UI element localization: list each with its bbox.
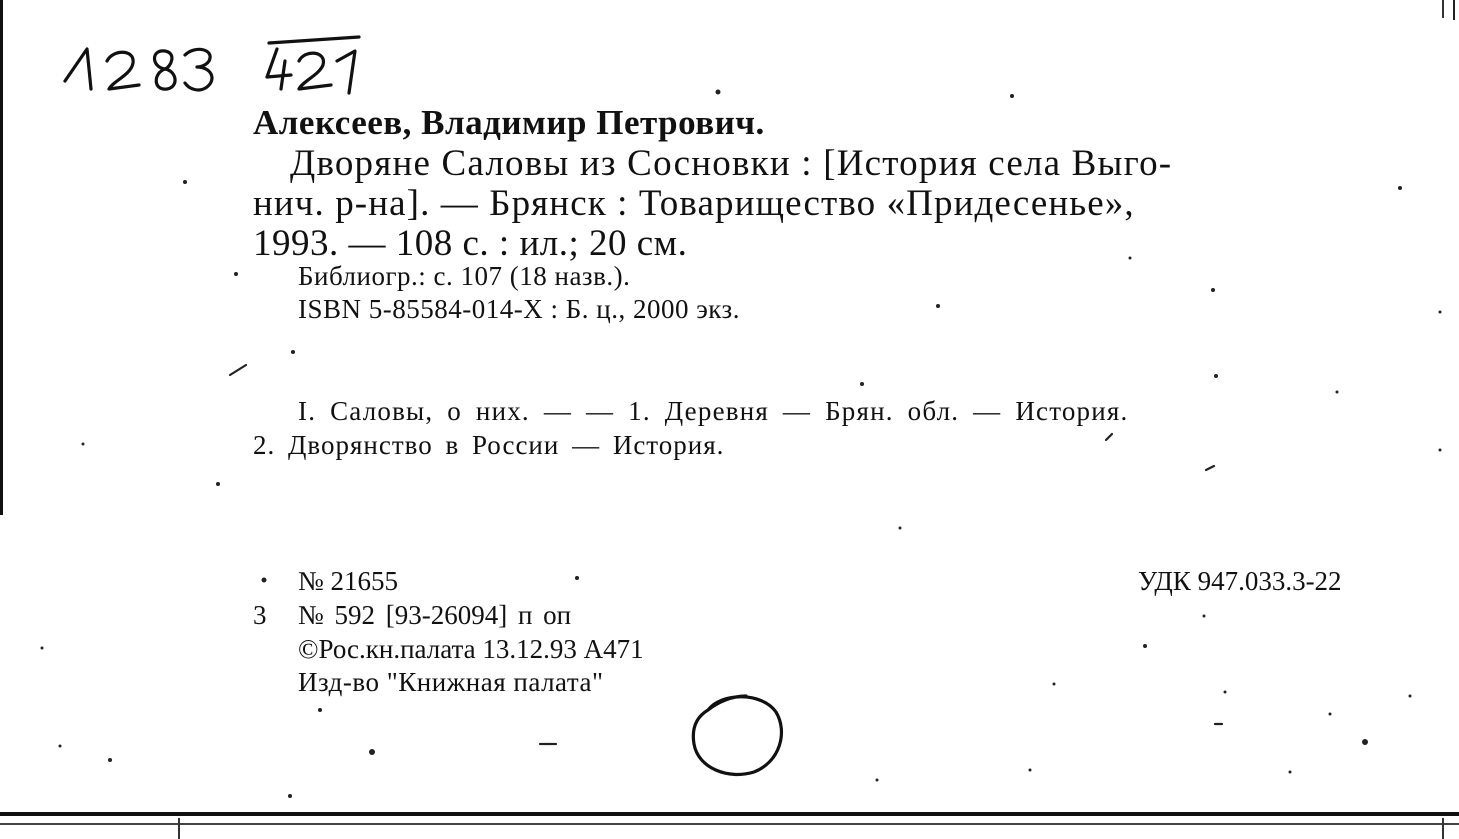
- card-subject-headings: 2. Дворянство в России — История.: [253, 430, 725, 460]
- card-publisher: Изд-во "Книжная палата": [298, 667, 604, 697]
- card-isbn-note: ISBN 5-85584-014-X : Б. ц., 2000 экз.: [298, 294, 740, 324]
- card-book-chamber: ©Рос.кн.палата 13.12.93 А471: [298, 634, 644, 664]
- card-udk-code: УДК 947.033.3-22: [1138, 566, 1342, 596]
- card-copies-count: 3: [253, 600, 267, 630]
- card-author: Алексеев, Владимир Петрович.: [253, 103, 765, 142]
- card-record-number: № 21655: [298, 566, 399, 596]
- card-title-line: 1993. — 108 с. : ил.; 20 см.: [253, 223, 688, 264]
- card-subject-headings: I. Саловы, о них. — — 1. Деревня — Брян. обл. — История.: [298, 396, 1129, 426]
- card-record-number-2: № 592 [93-26094] п оп: [298, 600, 572, 630]
- card-title-line: Дворяне Саловы из Сосновки : [История села Выго-: [290, 143, 1173, 184]
- card-bibliography-note: Библиогр.: с. 107 (18 назв.).: [298, 261, 631, 291]
- card-title-line: нич. р-на]. — Брянск : Товарищество «Придесенье»,: [253, 183, 1135, 224]
